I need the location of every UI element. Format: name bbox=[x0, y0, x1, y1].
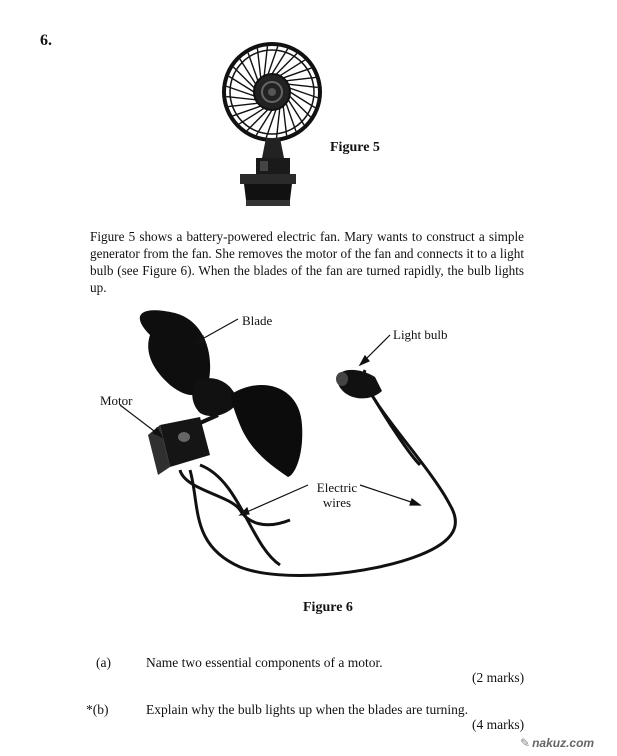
fan-spoke bbox=[283, 68, 311, 78]
label-electric-wires bbox=[310, 480, 364, 510]
blade-lower bbox=[230, 385, 302, 477]
watermark bbox=[520, 736, 594, 750]
label-wires-line1: Electric bbox=[316, 480, 358, 495]
fan-spoke bbox=[286, 103, 296, 131]
fan-spoke bbox=[233, 106, 261, 116]
motor-body bbox=[148, 415, 218, 475]
fan-spoke bbox=[239, 108, 264, 124]
part-a-marks: (2 marks) bbox=[472, 670, 525, 685]
question-passage bbox=[90, 228, 524, 296]
figure5-caption: Figure 5 bbox=[330, 140, 380, 155]
fan-spoke bbox=[248, 53, 258, 81]
fan-image bbox=[210, 40, 340, 215]
figure6-caption: Figure 6 bbox=[303, 600, 353, 615]
light-bulb bbox=[336, 370, 382, 399]
label-wires-line2: wires bbox=[322, 495, 352, 510]
question-number: 6. bbox=[40, 32, 52, 49]
label-motor: Motor bbox=[100, 393, 133, 408]
fan-stand bbox=[240, 138, 296, 206]
fan-spoke bbox=[288, 100, 304, 125]
generator-diagram bbox=[90, 305, 480, 585]
pen-icon: ✎ bbox=[520, 736, 531, 750]
label-light-bulb: Light bulb bbox=[393, 327, 448, 342]
part-a-label: (a) bbox=[96, 655, 111, 670]
label-blade: Blade bbox=[242, 313, 273, 328]
part-b-label: *(b) bbox=[86, 702, 109, 717]
passage-text: Figure 5 shows a battery-powered electric fan. Mary wants to construct a simple generator from the fan. She removes the motor of the fan and connects it to a light bulb (see Figure 6). When the blades of the fan are turned rapidly, the bulb lights up. bbox=[90, 229, 524, 295]
fan-guard bbox=[224, 44, 320, 140]
part-b-text: Explain why the bulb lights up when the blades are turning. bbox=[146, 702, 469, 717]
fan-spoke bbox=[240, 59, 256, 84]
fan-spoke bbox=[280, 60, 305, 76]
part-a-text: Name two essential components of a motor. bbox=[146, 655, 383, 670]
part-b-marks: (4 marks) bbox=[472, 717, 525, 732]
watermark-text: nakuz.com bbox=[532, 736, 595, 750]
